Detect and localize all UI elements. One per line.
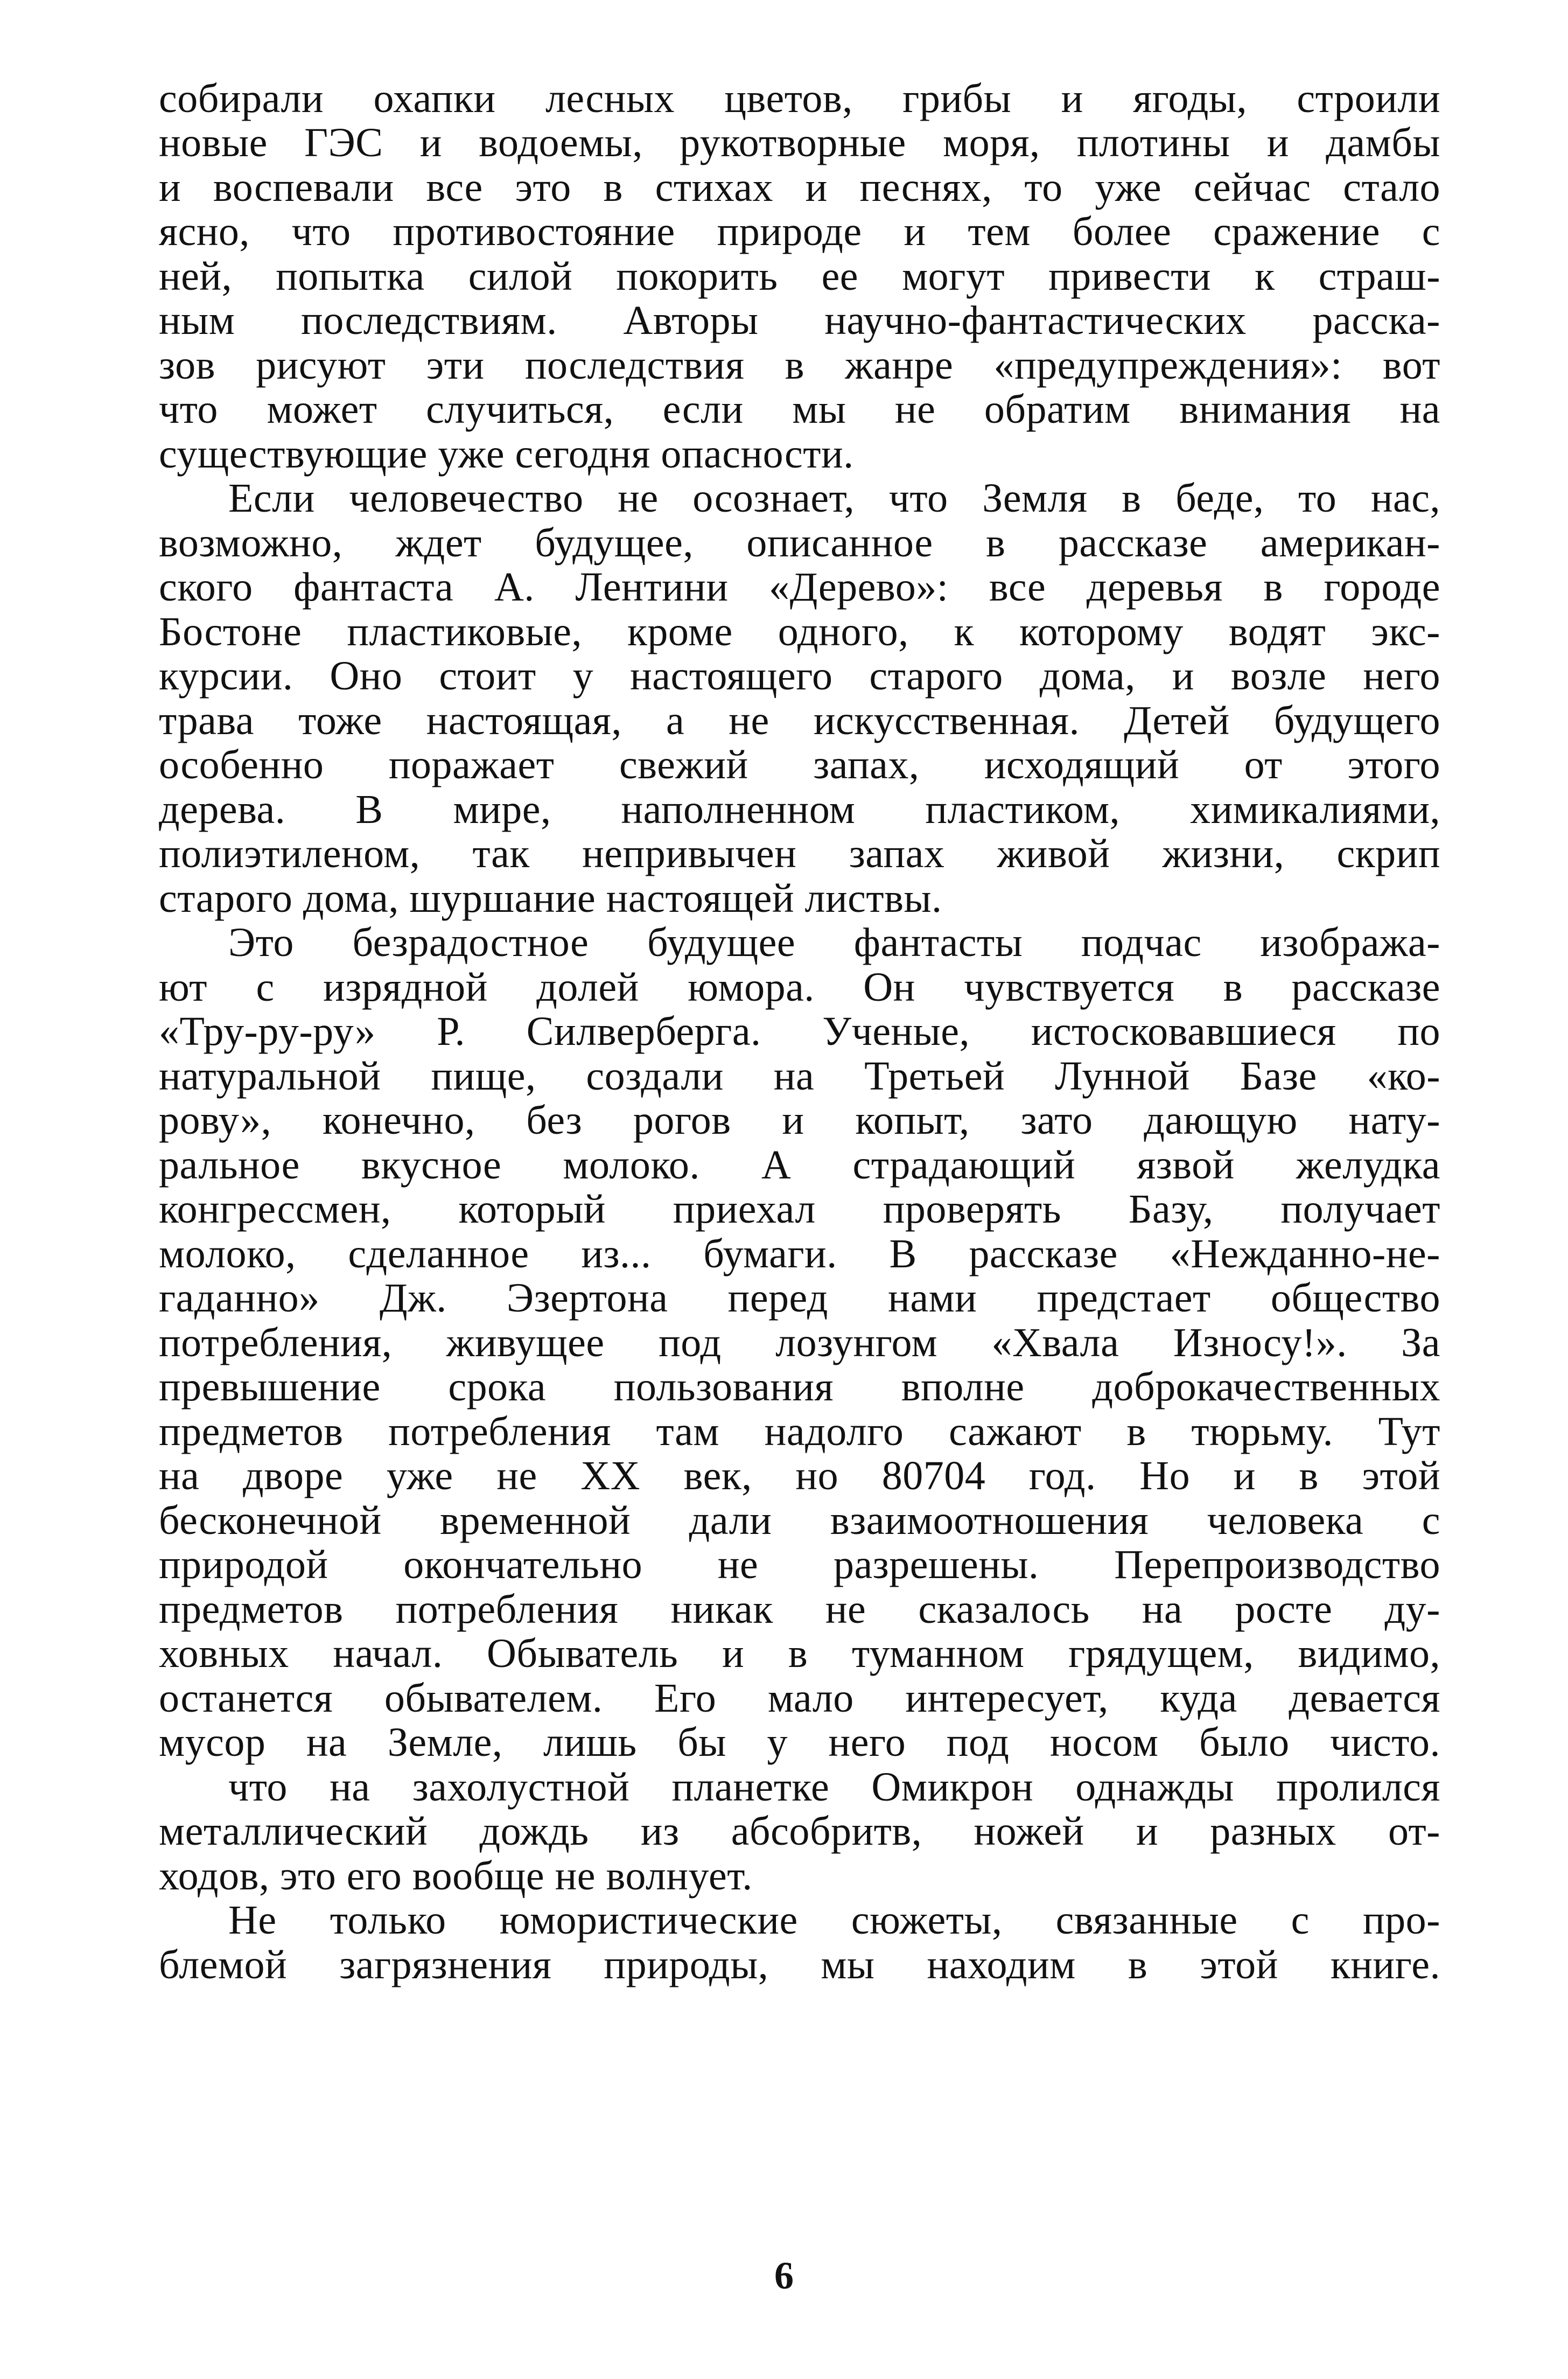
text-line: ского фантаста А. Лентини «Дерево»: все деревья в городе bbox=[159, 564, 1440, 610]
text-line: ней, попытка силой покорить ее могут привести к страш- bbox=[159, 254, 1440, 299]
text-line: новые ГЭС и водоемы, рукотворные моря, плотины и дамбы bbox=[159, 120, 1440, 165]
text-line: ясно, что противостояние природе и тем более сражение с bbox=[159, 209, 1440, 254]
text-line: предметов потребления никак не сказалось на росте ду- bbox=[159, 1587, 1440, 1632]
text-line: гаданно» Дж. Эзертона перед нами предстает общество bbox=[159, 1275, 1440, 1321]
text-line: и воспевали все это в стихах и песнях, то уже сейчас стало bbox=[159, 165, 1440, 210]
text-line: металлический дождь из абсобритв, ножей и разных от- bbox=[159, 1809, 1440, 1854]
text-line: конгрессмен, который приехал проверять Базу, получает bbox=[159, 1187, 1440, 1232]
paragraph-start-line: Если человечество не осознает, что Земля в беде, то нас, bbox=[228, 476, 1440, 521]
text-line: курсии. Оно стоит у настоящего старого дома, и возле него bbox=[159, 653, 1440, 699]
text-line: ральное вкусное молоко. А страдающий язвой желудка bbox=[159, 1142, 1440, 1188]
paragraph-start-line: Это безрадостное будущее фантасты подчас изобража- bbox=[228, 920, 1440, 965]
text-line: зов рисуют эти последствия в жанре «предупреждения»: вот bbox=[159, 343, 1440, 388]
text-line: останется обывателем. Его мало интересует, куда девается bbox=[159, 1676, 1440, 1721]
text-line: бесконечной временной дали взаимоотношения человека с bbox=[159, 1498, 1440, 1543]
text-line: натуральной пище, создали на Третьей Лунной Базе «ко- bbox=[159, 1054, 1440, 1099]
page-number: 6 bbox=[774, 2254, 794, 2297]
text-line: особенно поражает свежий запах, исходящий от этого bbox=[159, 742, 1440, 787]
paragraph-start-line: Не только юмористические сюжеты, связанные с про- bbox=[228, 1897, 1440, 1943]
text-line: ным последствиям. Авторы научно-фантастических расска- bbox=[159, 298, 1440, 343]
text-line: природой окончательно не разрешены. Перепроизводство bbox=[159, 1542, 1440, 1587]
text-line: молоко, сделанное из... бумаги. В рассказе «Нежданно-не- bbox=[159, 1231, 1440, 1276]
text-line: старого дома, шуршание настоящей листвы. bbox=[159, 876, 942, 921]
text-line: ходов, это его вообще не волнует. bbox=[159, 1853, 753, 1899]
text-line: превышение срока пользования вполне доброкачественных bbox=[159, 1364, 1440, 1410]
text-line: возможно, ждет будущее, описанное в рассказе американ- bbox=[159, 520, 1440, 566]
text-line: что может случиться, если мы не обратим внимания на bbox=[159, 387, 1440, 432]
text-line: мусор на Земле, лишь бы у него под носом было чисто. bbox=[159, 1720, 1440, 1765]
text-line: «Тру-ру-ру» Р. Силверберга. Ученые, истосковавшиеся по bbox=[159, 1009, 1440, 1054]
paragraph-start-line: что на захолустной планетке Омикрон однажды пролился bbox=[228, 1764, 1440, 1810]
text-line: Бостоне пластиковые, кроме одного, к которому водят экс- bbox=[159, 609, 1440, 654]
text-line: трава тоже настоящая, а не искусственная. Детей будущего bbox=[159, 698, 1440, 743]
text-line: собирали охапки лесных цветов, грибы и ягоды, строили bbox=[159, 76, 1440, 121]
text-line: на дворе уже не XX век, но 80704 год. Но и в этой bbox=[159, 1453, 1440, 1498]
text-line: ют с изрядной долей юмора. Он чувствуется в рассказе bbox=[159, 965, 1440, 1010]
text-line: рову», конечно, без рогов и копыт, зато дающую нату- bbox=[159, 1098, 1440, 1143]
text-line: ховных начал. Обыватель и в туманном грядущем, видимо, bbox=[159, 1631, 1440, 1676]
text-line: предметов потребления там надолго сажают в тюрьму. Тут bbox=[159, 1409, 1440, 1454]
text-line: полиэтиленом, так непривычен запах живой жизни, скрип bbox=[159, 831, 1440, 876]
text-line: потребления, живущее под лозунгом «Хвала Износу!». За bbox=[159, 1320, 1440, 1365]
text-line: дерева. В мире, наполненном пластиком, химикалиями, bbox=[159, 787, 1440, 832]
text-line: существующие уже сегодня опасности. bbox=[159, 431, 854, 477]
text-line: блемой загрязнения природы, мы находим в этой книге. bbox=[159, 1942, 1440, 1987]
